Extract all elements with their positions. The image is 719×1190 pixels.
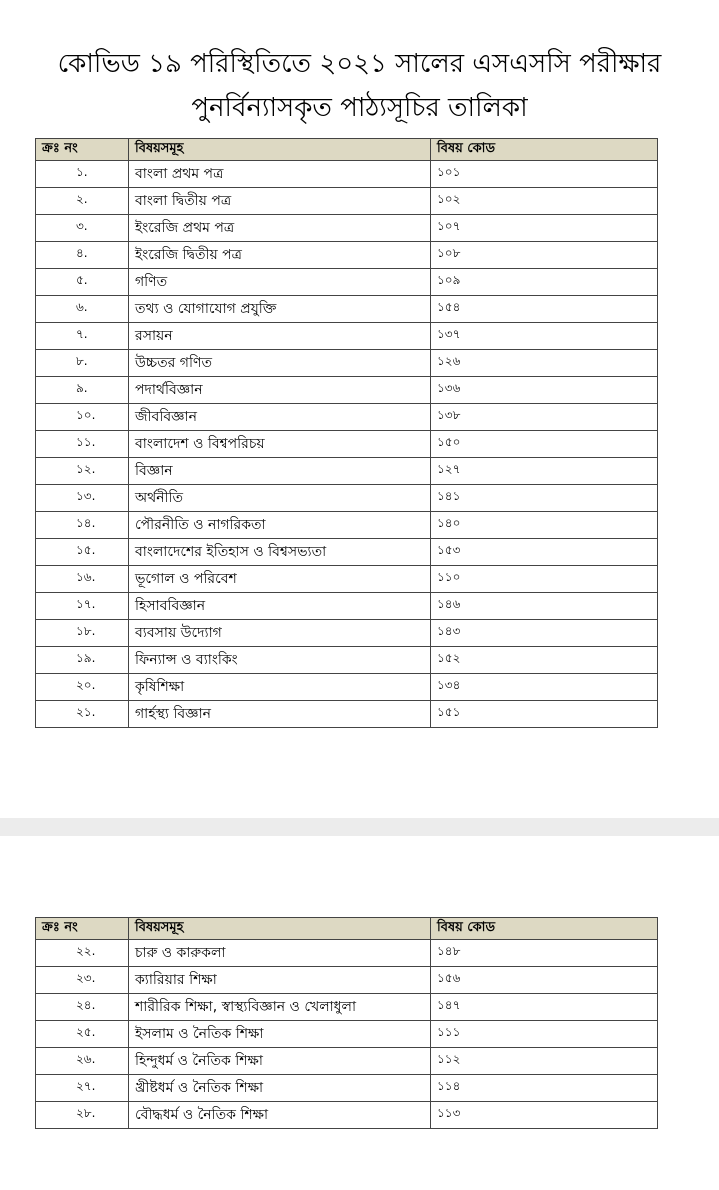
row-subject: চারু ও কারুকলা [129,940,431,967]
row-code: ১৩৪ [431,674,658,701]
row-subject: গণিত [129,269,431,296]
header-subject: বিষয়সমূহ [129,918,431,940]
table-row [36,404,658,431]
table-row [36,1021,658,1048]
row-code: ১১২ [431,1048,658,1075]
table-row [36,1102,658,1129]
row-subject: উচ্চতর গণিত [129,350,431,377]
row-subject: পদার্থবিজ্ঞান [129,377,431,404]
table-row [36,161,658,188]
row-code: ১১৩ [431,1102,658,1129]
row-serial: ১২. [36,458,129,485]
row-serial: ৩. [36,215,129,242]
table-row [36,1075,658,1102]
table-row [36,269,658,296]
table-row [36,485,658,512]
row-code: ১১১ [431,1021,658,1048]
row-serial: ১৫. [36,539,129,566]
row-serial: ১৮. [36,620,129,647]
row-code: ১৫৩ [431,539,658,566]
header-code: বিষয় কোড [431,918,658,940]
table-row [36,323,658,350]
subjects-table-1-body [36,161,658,728]
row-subject: হিন্দুধর্ম ও নৈতিক শিক্ষা [129,1048,431,1075]
row-serial: ২৮. [36,1102,129,1129]
row-subject: বাংলাদেশ ও বিশ্বপরিচয় [129,431,431,458]
table-row [36,620,658,647]
table-row [36,539,658,566]
row-subject: বাংলা প্রথম পত্র [129,161,431,188]
row-subject: জীববিজ্ঞান [129,404,431,431]
row-subject: ইংরেজি প্রথম পত্র [129,215,431,242]
row-serial: ২. [36,188,129,215]
row-subject: পৌরনীতি ও নাগরিকতা [129,512,431,539]
table-row [36,512,658,539]
row-code: ১৫২ [431,647,658,674]
subjects-table-2 [35,917,658,1129]
row-code: ১০৭ [431,215,658,242]
table-row [36,566,658,593]
row-serial: ১৭. [36,593,129,620]
row-code: ১২৬ [431,350,658,377]
row-subject: বৌদ্ধধর্ম ও নৈতিক শিক্ষা [129,1102,431,1129]
table-row [36,431,658,458]
row-serial: ২৪. [36,994,129,1021]
row-serial: ১৯. [36,647,129,674]
row-code: ১৫৬ [431,967,658,994]
row-code: ১৪৮ [431,940,658,967]
table-header-row [36,139,658,161]
row-code: ১৫৪ [431,296,658,323]
row-code: ১৪৩ [431,620,658,647]
row-subject: রসায়ন [129,323,431,350]
table-row [36,1048,658,1075]
row-serial: ২০. [36,674,129,701]
subjects-table-2-body [36,940,658,1129]
table-row [36,242,658,269]
row-serial: ২৭. [36,1075,129,1102]
row-subject: ফিন্যান্স ও ব্যাংকিং [129,647,431,674]
row-subject: বাংলা দ্বিতীয় পত্র [129,188,431,215]
table-row [36,593,658,620]
row-code: ১১০ [431,566,658,593]
row-code: ১৩৭ [431,323,658,350]
document-title-line-1: কোভিড ১৯ পরিস্থিতিতে ২০২১ সালের এসএসসি পরীক্ষার [57,49,662,79]
row-code: ১৩৮ [431,404,658,431]
row-subject: বাংলাদেশের ইতিহাস ও বিশ্বসভ্যতা [129,539,431,566]
row-serial: ১৬. [36,566,129,593]
row-code: ১০৮ [431,242,658,269]
row-subject: তথ্য ও যোগাযোগ প্রযুক্তি [129,296,431,323]
row-code: ১৪১ [431,485,658,512]
row-code: ১০২ [431,188,658,215]
header-code: বিষয় কোড [431,139,658,161]
row-code: ১৩৬ [431,377,658,404]
row-serial: ২৫. [36,1021,129,1048]
row-serial: ৫. [36,269,129,296]
row-subject: অর্থনীতি [129,485,431,512]
row-subject: খ্রীষ্টধর্ম ও নৈতিক শিক্ষা [129,1075,431,1102]
row-code: ১৪০ [431,512,658,539]
page-separator [0,818,719,836]
row-serial: ৬. [36,296,129,323]
row-serial: ৯. [36,377,129,404]
row-code: ১৫০ [431,431,658,458]
row-code: ১১৪ [431,1075,658,1102]
row-serial: ১৪. [36,512,129,539]
table-row [36,940,658,967]
row-code: ১০৯ [431,269,658,296]
row-subject: ইংরেজি দ্বিতীয় পত্র [129,242,431,269]
row-subject: ভূগোল ও পরিবেশ [129,566,431,593]
row-code: ১৪৬ [431,593,658,620]
row-serial: ১১. [36,431,129,458]
table-header-row [36,918,658,940]
document-title-line-2: পুনর্বিন্যাসকৃত পাঠ্যসূচির তালিকা [191,93,528,123]
row-code: ১৪৭ [431,994,658,1021]
table-row [36,967,658,994]
row-subject: গার্হস্থ্য বিজ্ঞান [129,701,431,728]
row-subject: কৃষিশিক্ষা [129,674,431,701]
row-subject: ইসলাম ও নৈতিক শিক্ষা [129,1021,431,1048]
row-serial: ২৩. [36,967,129,994]
table-row [36,215,658,242]
subjects-table-1 [35,138,658,728]
table-row [36,994,658,1021]
row-subject: ব্যবসায় উদ্যোগ [129,620,431,647]
table-row [36,674,658,701]
table-row [36,647,658,674]
row-subject: শারীরিক শিক্ষা, স্বাস্থ্যবিজ্ঞান ও খেলাধুলা [129,994,431,1021]
row-serial: ২৬. [36,1048,129,1075]
row-serial: ১৩. [36,485,129,512]
row-serial: ৭. [36,323,129,350]
row-serial: ৪. [36,242,129,269]
row-code: ১৫১ [431,701,658,728]
header-serial: ক্রঃ নং [36,139,129,161]
row-subject: হিসাববিজ্ঞান [129,593,431,620]
table-row [36,350,658,377]
row-serial: ১০. [36,404,129,431]
row-code: ১০১ [431,161,658,188]
header-serial: ক্রঃ নং [36,918,129,940]
table-row [36,458,658,485]
row-subject: বিজ্ঞান [129,458,431,485]
row-serial: ২২. [36,940,129,967]
table-row [36,701,658,728]
row-serial: ১. [36,161,129,188]
row-serial: ৮. [36,350,129,377]
row-serial: ২১. [36,701,129,728]
table-row [36,188,658,215]
header-subject: বিষয়সমূহ [129,139,431,161]
table-row [36,377,658,404]
table-row [36,296,658,323]
row-subject: ক্যারিয়ার শিক্ষা [129,967,431,994]
row-code: ১২৭ [431,458,658,485]
